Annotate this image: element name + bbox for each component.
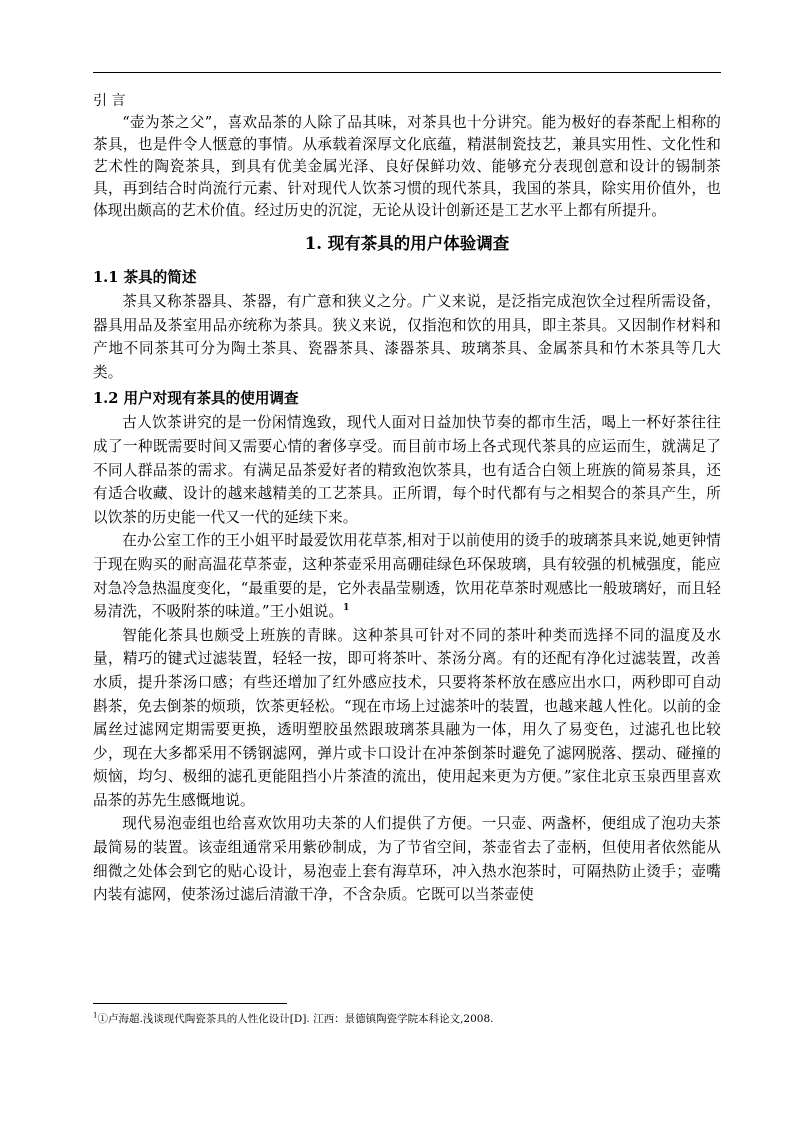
intro-paragraph: “壶为茶之父”，喜欢品茶的人除了品其味，对茶具也十分讲究。能为极好的春茶配上相称的茶具，也是件令人惬意的事情。从承载着深厚文化底蕴，精湛制瓷技艺，兼具实用性、文化性和艺术性的陶瓷茶具，到具有优美金属光泽、良好保鲜功效、能够充分表现创意和设计的锡制茶具，再到结合时尚流行元素、针对现代人饮茶习惯的现代茶具，我国的茶具，除实用价值外，也体现出颇高的艺术价值。经过历史的沉淀，无论从设计创新还是工艺水平上都有所提升。 <box>93 114 721 219</box>
subsection-1-2-paragraph-3: 智能化茶具也颇受上班族的青睐。这种茶具可针对不同的茶叶种类而选择不同的温度及水量，精巧的键式过滤装置，轻轻一按，即可将茶叶、茶汤分离。有的还配有净化过滤装置，改善水质，提升茶汤口感；有些还增加了红外感应技术，只要将茶杯放在感应出水口，两秒即可自动斟茶，免去倒茶的烦琐，饮茶更轻松。“现在市场上过滤茶叶的装置，也越来越人性化。以前的金属丝过滤网定期需要更换，透明塑胶虽然跟玻璃茶具融为一体，用久了易变色，过滤孔也比较少，现在大多都采用不锈钢滤网，弹片或卡口设计在冲茶倒茶时避免了滤网脱落、摆动、碰撞的烦恼，均匀、极细的滤孔更能阻挡小片茶渣的流出，使用起来更为方便。”家住北京玉泉西里喜欢品茶的苏先生感慨地说。 <box>93 626 721 809</box>
intro-title: 引 言 <box>93 93 126 109</box>
section-1-title: 1. 现有茶具的用户体验调查 <box>304 234 510 253</box>
footnote-marker: 1 <box>93 1011 98 1020</box>
paragraph-2-text: 在办公室工作的王小姐平时最爱饮用花草茶,相对于以前使用的烫手的玻璃茶具来说,她更钟情于现在购买的耐高温花草茶壶，这种茶壶采用高硼硅绿色环保玻璃，具有较强的机械强度，能应对急冷急热温度变化，“最重要的是，它外表晶莹剔透，饮用花草茶时观感比一般玻璃好，而且轻易清洗，不吸附茶的味道。”王小姐说。 <box>93 532 721 621</box>
header-rule <box>93 72 721 73</box>
footnote-rule <box>93 1003 287 1004</box>
subsection-1-2-title: 1.2 用户对现有茶具的使用调查 <box>93 390 299 408</box>
footnote <box>93 1012 721 1026</box>
subsection-1-1-paragraph: 茶具又称茶器具、茶器，有广意和狭义之分。广义来说，是泛指完成泡饮全过程所需设备，器具用品及茶室用品亦统称为茶具。狭义来说，仅指泡和饮的用具，即主茶具。又因制作材料和产地不同茶其可分为陶土茶具、瓷器茶具、漆器茶具、玻璃茶具、金属茶具和竹木茶具等几大类。 <box>93 293 721 381</box>
introduction <box>93 92 721 222</box>
subsection-1-1-title: 1.1 茶具的简述 <box>93 269 197 286</box>
footnote-text: ①卢海超.浅谈现代陶瓷茶具的人性化设计[D]. 江西：景德镇陶瓷学院本科论文,2008. <box>97 1013 494 1025</box>
subsection-1-2-paragraph-1: 古人饮茶讲究的是一份闲情逸致，现代人面对日益加快节奏的都市生活，喝上一杯好茶往往成了一种既需要时间又需要心情的奢侈享受。而目前市场上各式现代茶具的应运而生，就满足了不同人群品茶的需求。有满足品茶爱好者的精致泡饮茶具，也有适合白领上班族的简易茶具，还有适合收藏、设计的越来越精美的工艺茶具。正所谓，每个时代都有与之相契合的茶具产生，所以饮茶的历史能一代又一代的延续下来。 <box>93 414 721 526</box>
page-content <box>93 92 721 907</box>
subsection-1-2-paragraph-2 <box>93 529 721 623</box>
footnote-reference[interactable]: 1 <box>343 603 350 614</box>
subsection-1-2-paragraph-4: 现代易泡壶组也给喜欢饮用功夫茶的人们提供了方便。一只壶、两盏杯，便组成了泡功夫茶最简易的装置。该壶组通常采用紫砂制成，为了节省空间，茶壶省去了壶柄，但使用者依然能从细微之处体会到它的贴心设计，易泡壶上套有海草环，冲入热水泡茶时，可隔热防止烫手；壶嘴内装有滤网，使茶汤过滤后清澈干净，不含杂质。它既可以当茶壶使 <box>93 815 721 904</box>
